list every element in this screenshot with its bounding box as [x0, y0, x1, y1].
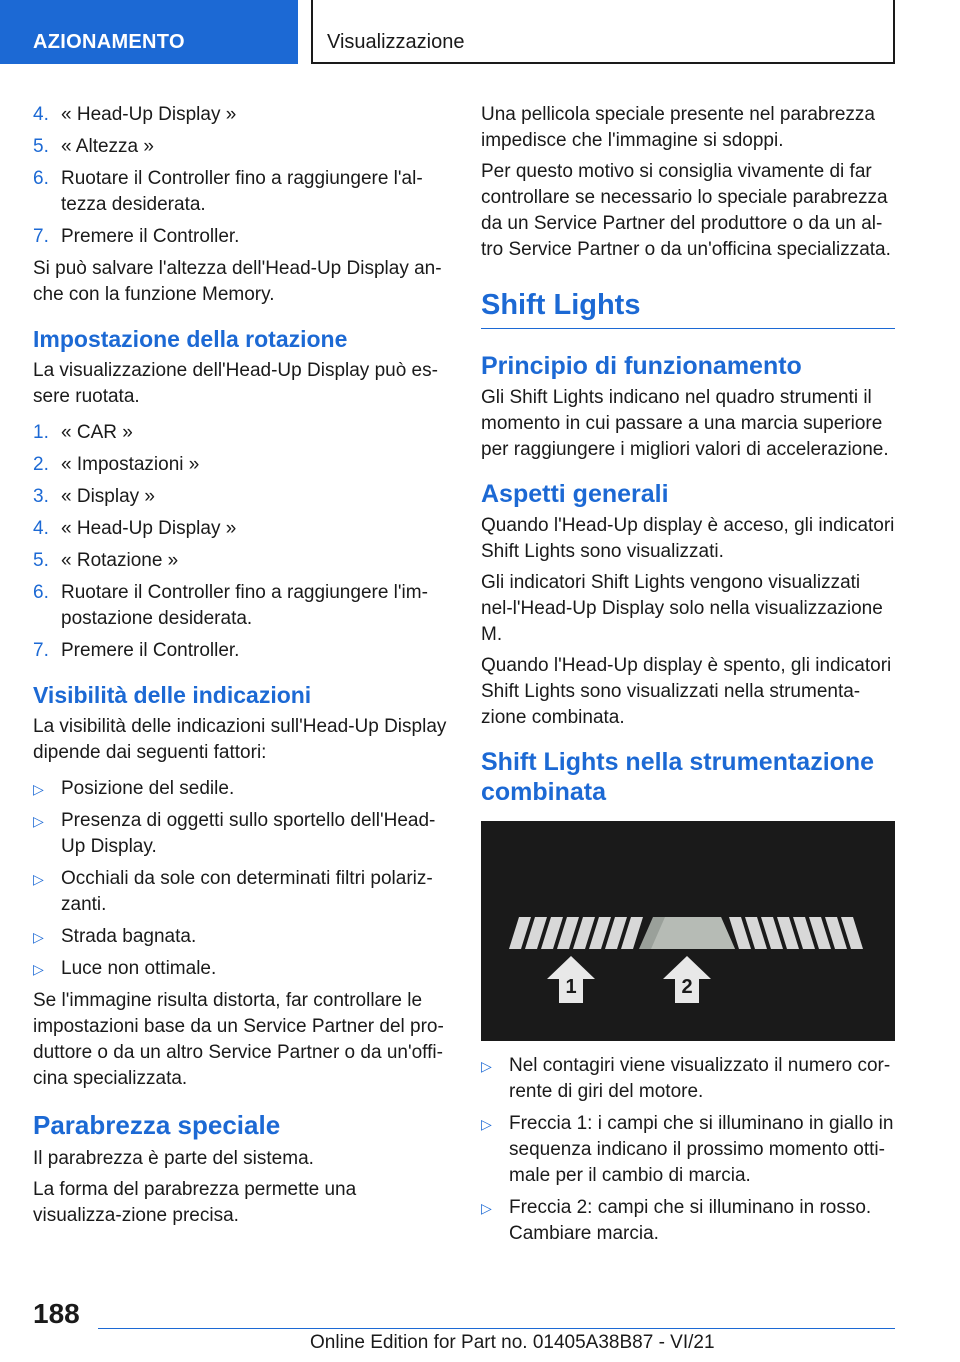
list-item: 3. « Display »	[33, 486, 155, 507]
list-item: 4. « Head-Up Display »	[33, 104, 237, 125]
list-item: 5. « Altezza »	[33, 136, 154, 157]
film-paragraph-2: Per questo motivo si consiglia vivamente di far controllare se necessario lo speciale parabrezza da un Service Partner del produttore o da un al-tro Service Partner o da un'officina specializzata.	[481, 161, 891, 260]
list-item: ▷ Strada bagnata.	[33, 924, 447, 950]
general-paragraph-2: Gli indicatori Shift Lights vengono visualizzati nel-l'Head-Up Display solo nella visualizzazione M.	[481, 572, 883, 645]
list-item: 7. Premere il Controller.	[33, 226, 240, 247]
general-paragraph-3: Quando l'Head-Up display è spento, gli indicatori Shift Lights sono visualizzati nella strumenta-zione combinata.	[481, 655, 892, 728]
edition-footer: Online Edition for Part no. 01405A38B87 - VI/21	[310, 1332, 715, 1353]
list-item: ▷ Nel contagiri viene visualizzato il numero cor-rente di giri del motore.	[481, 1055, 891, 1102]
list-item: ▷ Freccia 1: i campi che si illuminano in giallo in sequenza indicano il prossimo momento otti-male per il cambio di marcia.	[481, 1113, 894, 1186]
left-column	[33, 102, 447, 1234]
triangle-bullet-icon: ▷	[33, 871, 44, 887]
cluster-heading: Shift Lights nella strumentazione combinata	[481, 748, 875, 806]
visibility-heading: Visibilità delle indicazioni	[33, 682, 312, 708]
rotation-paragraph: La visualizzazione dell'Head-Up Display può es-sere ruotata.	[33, 360, 438, 407]
list-item: ▷ Occhiali da sole con determinati filtri polariz-zanti.	[33, 868, 433, 915]
principle-paragraph: Gli Shift Lights indicano nel quadro strumenti il momento in cui passare a una marcia superiore per raggiungere i migliori valori di accelerazione.	[481, 387, 889, 460]
general-heading: Aspetti generali	[481, 480, 669, 508]
list-item: ▷ Posizione del sedile.	[33, 776, 447, 802]
windshield-paragraph-2: La forma del parabrezza permette una visualizza-zione precisa.	[33, 1179, 357, 1226]
shift-lights-heading: Shift Lights	[481, 287, 895, 329]
list-item: 4. « Head-Up Display »	[33, 518, 237, 539]
list-item: 2. « Impostazioni »	[33, 454, 200, 475]
shift-lights-illustration	[481, 821, 895, 1041]
general-paragraph-1: Quando l'Head-Up display è acceso, gli indicatori Shift Lights sono visualizzati.	[481, 515, 895, 562]
triangle-bullet-icon: ▷	[33, 781, 44, 797]
distortion-paragraph: Se l'immagine risulta distorta, far controllare le impostazioni base da un Service Partner del pro-duttore o da un altro Service Partner o da un'offi-cina specializzata.	[33, 990, 444, 1089]
shift-lights-figure	[481, 821, 895, 1041]
visibility-paragraph: La visibilità delle indicazioni sull'Head-Up Display dipende dai seguenti fattori:	[33, 716, 447, 763]
list-item: 5. « Rotazione »	[33, 550, 179, 571]
rotation-heading: Impostazione della rotazione	[33, 326, 348, 352]
arrow-1-label: 1	[565, 976, 577, 998]
list-item: 1. « CAR »	[33, 422, 133, 443]
triangle-bullet-icon: ▷	[481, 1200, 492, 1216]
triangle-bullet-icon: ▷	[33, 961, 44, 977]
triangle-bullet-icon: ▷	[481, 1116, 492, 1132]
page-number: 188	[33, 1298, 80, 1329]
list-item: ▷ Luce non ottimale.	[33, 956, 447, 982]
footer-divider	[98, 1328, 895, 1329]
triangle-bullet-icon: ▷	[33, 929, 44, 945]
arrow-2-label: 2	[681, 976, 693, 998]
list-item: 6. Ruotare il Controller fino a raggiungere l'im-postazione desiderata.	[33, 582, 428, 629]
triangle-bullet-icon: ▷	[481, 1058, 492, 1074]
steps-list-a	[33, 102, 447, 250]
windshield-heading: Parabrezza speciale	[33, 1110, 281, 1140]
right-column	[481, 102, 895, 1253]
section-tab: AZIONAMENTO	[0, 0, 298, 64]
steps-list-b	[33, 420, 447, 664]
memory-paragraph: Si può salvare l'altezza dell'Head-Up Display an-che con la funzione Memory.	[33, 258, 442, 305]
windshield-paragraph-1: Il parabrezza è parte del sistema.	[33, 1148, 314, 1169]
factors-list	[33, 776, 447, 982]
list-item: 7. Premere il Controller.	[33, 640, 240, 661]
list-item: ▷ Freccia 2: campi che si illuminano in rosso. Cambiare marcia.	[481, 1197, 872, 1244]
list-item: ▷ Presenza di oggetti sullo sportello dell'Head-Up Display.	[33, 810, 436, 857]
list-item: 6. Ruotare il Controller fino a raggiungere l'al-tezza desiderata.	[33, 168, 423, 215]
principle-heading: Principio di funzionamento	[481, 352, 802, 380]
triangle-bullet-icon: ▷	[33, 813, 44, 829]
shift-bullets-list	[481, 1053, 895, 1247]
film-paragraph-1: Una pellicola speciale presente nel parabrezza impedisce che l'immagine si sdoppi.	[481, 104, 875, 151]
chapter-title: Visualizzazione	[311, 0, 895, 64]
shift-light-center-highlight	[651, 917, 735, 949]
